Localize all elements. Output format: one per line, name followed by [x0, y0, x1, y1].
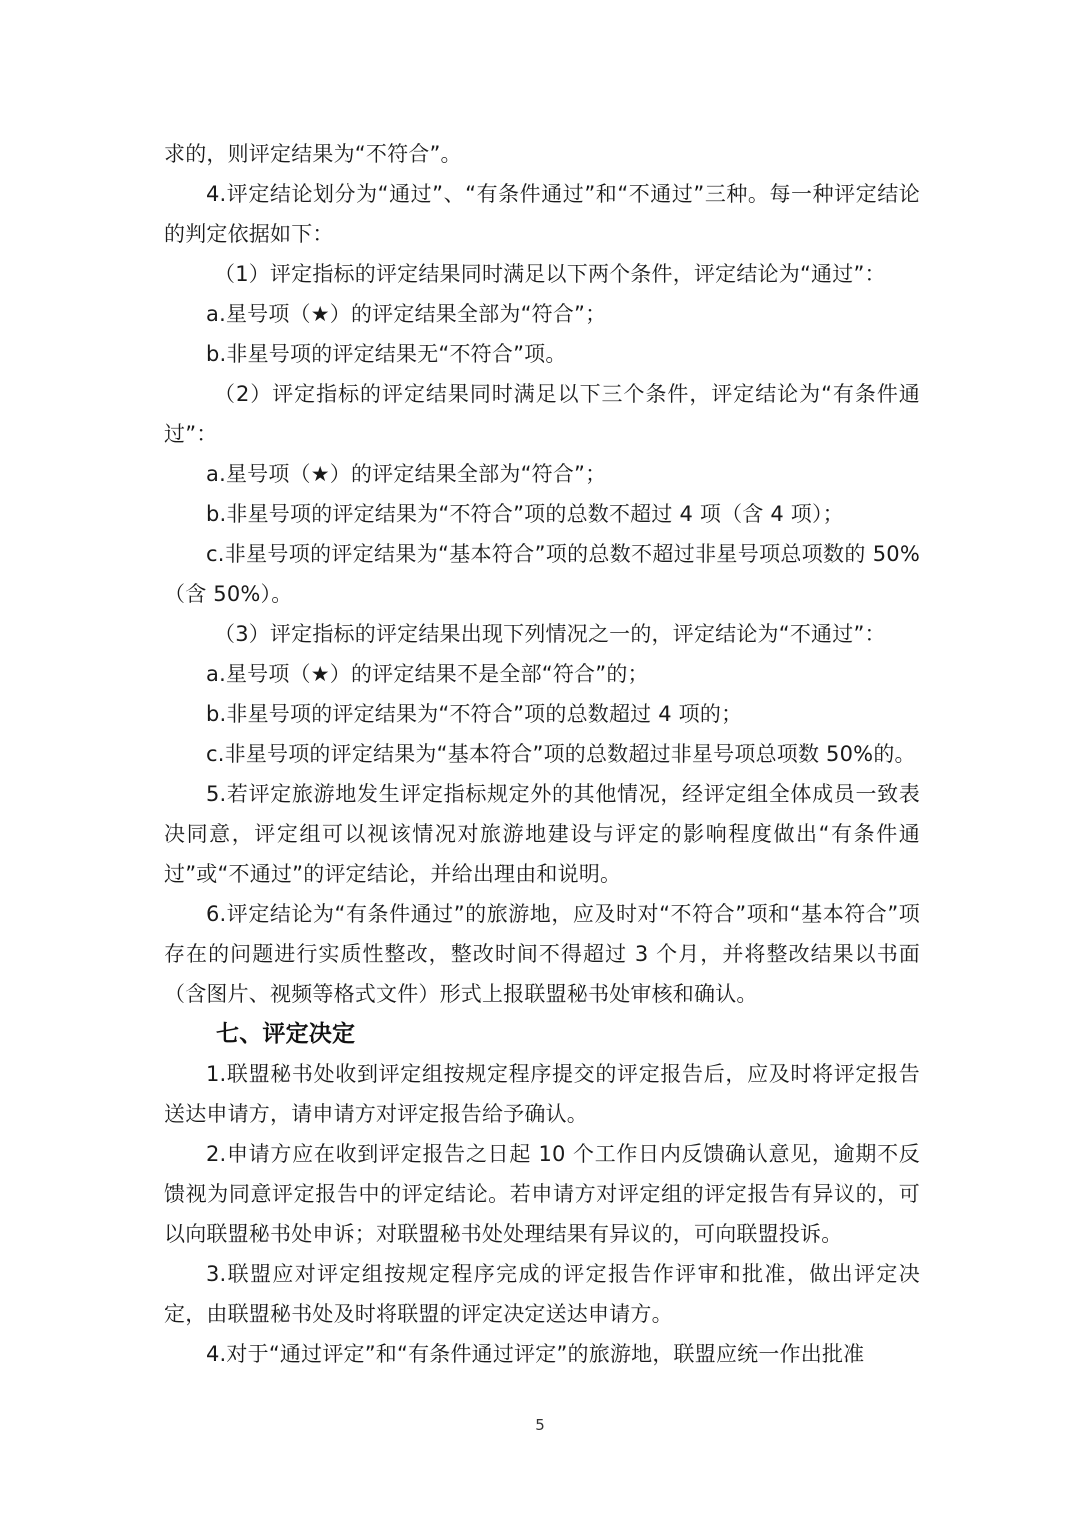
- paragraph-condition-2: （2）评定指标的评定结果同时满足以下三个条件，评定结论为“有条件通过”：: [164, 382, 920, 446]
- paragraph-condition-1a: a.星号项（★）的评定结果全部为“符合”；: [206, 302, 607, 326]
- paragraph-condition-3a: a.星号项（★）的评定结果不是全部“符合”的；: [206, 662, 649, 686]
- paragraph-item-5: 5.若评定旅游地发生评定指标规定外的其他情况，经评定组全体成员一致表决同意，评定组可以视该情况对旅游地建设与评定的影响程度做出“有条件通过”或“不通过”的评定结论，并给出理由和说明。: [164, 782, 920, 886]
- paragraph-condition-1b: b.非星号项的评定结果无“不符合”项。: [206, 342, 567, 366]
- paragraph-decision-3: 3.联盟应对评定组按规定程序完成的评定报告作评审和批准，做出评定决定，由联盟秘书处及时将联盟的评定决定送达申请方。: [164, 1262, 920, 1326]
- paragraph-condition-2b: b.非星号项的评定结果为“不符合”项的总数不超过 4 项（含 4 项）；: [206, 502, 844, 526]
- paragraph-decision-1: 1.联盟秘书处收到评定组按规定程序提交的评定报告后，应及时将评定报告送达申请方，请申请方对评定报告给予确认。: [164, 1062, 920, 1126]
- paragraph-condition-1: （1）评定指标的评定结果同时满足以下两个条件，评定结论为“通过”：: [214, 262, 886, 286]
- paragraph-item-4: 4.评定结论划分为“通过”、“有条件通过”和“不通过”三种。每一种评定结论的判定依据如下：: [164, 182, 920, 246]
- section-heading-7: 七、评定决定: [216, 1020, 356, 1047]
- paragraph-condition-3c: c.非星号项的评定结果为“基本符合”项的总数超过非星号项总项数 50%的。: [206, 742, 916, 766]
- paragraph-decision-4: 4.对于“通过评定”和“有条件通过评定”的旅游地，联盟应统一作出批准: [206, 1342, 865, 1366]
- paragraph-decision-2: 2.申请方应在收到评定报告之日起 10 个工作日内反馈确认意见，逾期不反馈视为同意评定报告中的评定结论。若申请方对评定组的评定报告有异议的，可以向联盟秘书处申诉；对联盟秘书处处理结果有异议的，可向联盟投诉。: [164, 1142, 920, 1246]
- page-number: 5: [535, 1416, 545, 1434]
- paragraph-condition-3: （3）评定指标的评定结果出现下列情况之一的，评定结论为“不通过”：: [214, 622, 886, 646]
- paragraph-condition-2c: c.非星号项的评定结果为“基本符合”项的总数不超过非星号项总项数的 50%（含 50%）。: [164, 542, 920, 606]
- paragraph-condition-2a: a.星号项（★）的评定结果全部为“符合”；: [206, 462, 607, 486]
- paragraph-condition-3b: b.非星号项的评定结果为“不符合”项的总数超过 4 项的；: [206, 702, 743, 726]
- paragraph-continuation: 求的，则评定结果为“不符合”。: [164, 142, 462, 166]
- paragraph-item-6: 6.评定结论为“有条件通过”的旅游地，应及时对“不符合”项和“基本符合”项存在的问题进行实质性整改，整改时间不得超过 3 个月，并将整改结果以书面（含图片、视频等格式文件）形式上报联盟秘书处审核和确认。: [164, 902, 920, 1006]
- document-body: [164, 134, 920, 1374]
